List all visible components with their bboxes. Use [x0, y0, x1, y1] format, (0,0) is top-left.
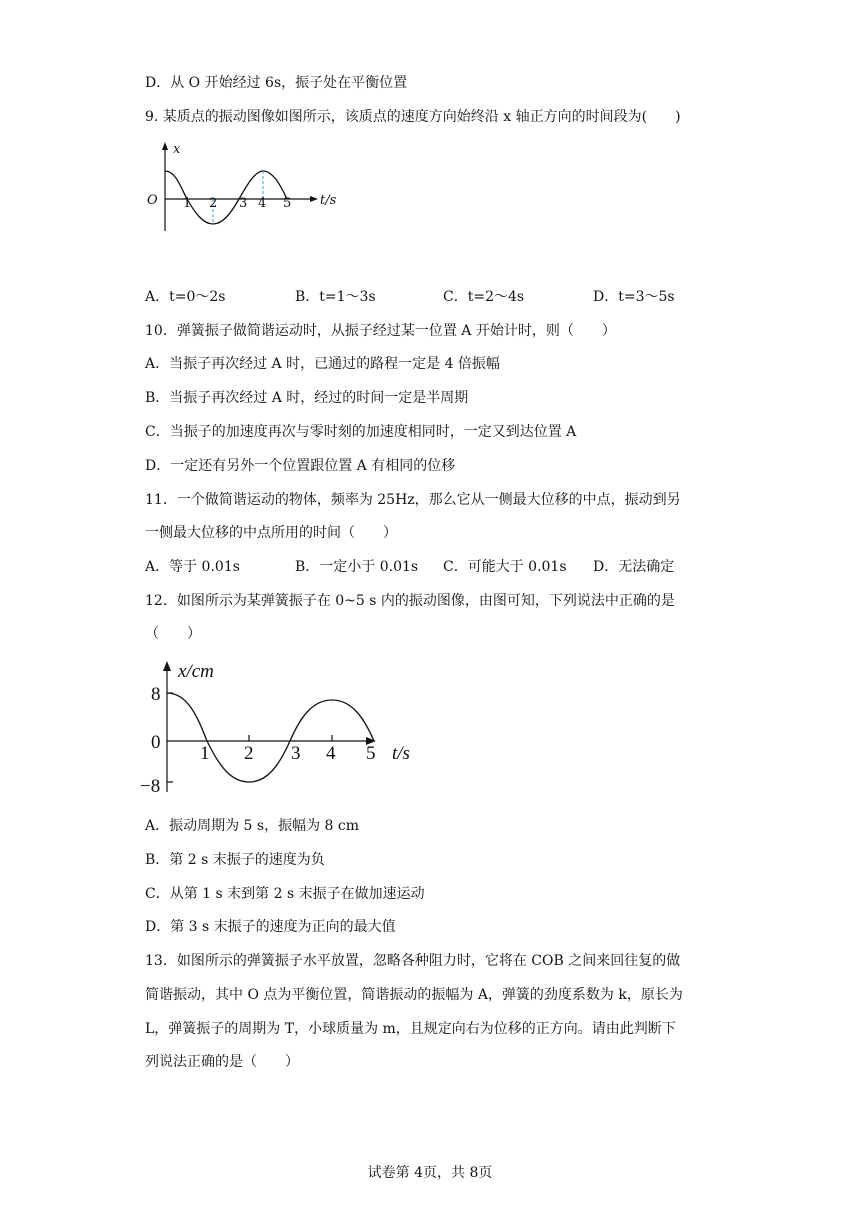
q12-option-a: A．振动周期为 5 s，振幅为 8 cm	[145, 818, 360, 834]
q9-option-a: A．t=0～2s	[145, 289, 226, 305]
q12-stem-line1: 12．如图所示为某弹簧振子在 0~5 s 内的振动图像，由图可知，下列说法中正确的是	[145, 593, 675, 609]
q9-tick: 1	[183, 196, 192, 211]
q9-tick: 5	[283, 196, 292, 211]
q10-option-a: A．当振子再次经过 A 时，已通过的路程一定是 4 倍振幅	[145, 356, 500, 372]
q9-option-c: C．t=2～4s	[443, 289, 525, 305]
q13-stem-line3: L，弹簧振子的周期为 T，小球质量为 m，且规定向右为位移的正方向。请由此判断下	[145, 1021, 676, 1037]
q12-option-b: B．第 2 s 末振子的速度为负	[145, 852, 325, 868]
q13-stem-line1: 13．如图所示的弹簧振子水平放置，忽略各种阻力时，它将在 COB 之间来回往复的做	[145, 953, 681, 969]
q11-option-b: B．一定小于 0.01s	[295, 559, 419, 575]
q9-option-b: B．t=1～3s	[295, 289, 376, 305]
q11-option-d: D．无法确定	[593, 559, 675, 575]
q12-y-label: x/cm	[178, 661, 214, 682]
q10-stem: 10．弹簧振子做简谐运动时，从振子经过某一位置 A 开始计时，则（ ）	[145, 323, 616, 339]
q12-x-tick: 4	[326, 743, 336, 764]
page-footer: 试卷第 4页，共 8页	[367, 1165, 493, 1181]
q9-stem: 9. 某质点的振动图像如图所示，该质点的速度方向始终沿 x 轴正方向的时间段为( )	[145, 109, 681, 125]
q11-option-c: C．可能大于 0.01s	[443, 559, 567, 575]
q12-y-tick: 0	[151, 732, 161, 753]
q12-x-tick: 1	[200, 743, 210, 764]
q9-origin: O	[147, 193, 158, 208]
q13-stem-line4: 列说法正确的是（ ）	[145, 1054, 299, 1070]
q9-vibration-graph	[143, 140, 343, 240]
q12-option-d: D．第 3 s 末振子的速度为正向的最大值	[145, 919, 396, 935]
q11-stem-line2: 一侧最大位移的中点所用的时间（ ）	[145, 525, 397, 541]
q12-option-c: C．从第 1 s 末到第 2 s 末振子在做加速运动	[145, 886, 425, 902]
q9-x-label: t/s	[320, 193, 337, 208]
q10-option-d: D．一定还有另外一个位置跟位置 A 有相同的位移	[145, 458, 456, 474]
q11-option-a: A．等于 0.01s	[145, 559, 240, 575]
q12-stem-line2: （ ）	[145, 626, 201, 642]
q12-x-tick: 5	[366, 743, 376, 764]
q12-x-label: t/s	[392, 743, 410, 764]
q9-tick: 2	[209, 196, 218, 211]
q13-stem-line2: 简谐振动，其中 O 点为平衡位置，简谐振动的振幅为 A，弹簧的劲度系数为 k，原长为	[145, 987, 683, 1003]
q12-y-tick: −8	[140, 776, 161, 797]
q8-option-d: D．从 O 开始经过 6s，振子处在平衡位置	[145, 75, 408, 91]
q12-x-tick: 2	[244, 743, 254, 764]
q11-stem-line1: 11．一个做简谐运动的物体，频率为 25Hz，那么它从一侧最大位移的中点，振动到另	[145, 492, 681, 508]
q12-vibration-graph	[140, 658, 420, 798]
q9-y-label: x	[173, 142, 181, 157]
q12-y-tick: 8	[151, 684, 161, 705]
q9-option-d: D．t=3～5s	[593, 289, 675, 305]
q12-x-tick: 3	[291, 743, 301, 764]
q10-option-b: B．当振子再次经过 A 时，经过的时间一定是半周期	[145, 390, 469, 406]
q9-tick: 4	[258, 196, 267, 211]
q9-tick: 3	[239, 196, 248, 211]
q10-option-c: C．当振子的加速度再次与零时刻的加速度相同时，一定又到达位置 A	[145, 424, 577, 440]
